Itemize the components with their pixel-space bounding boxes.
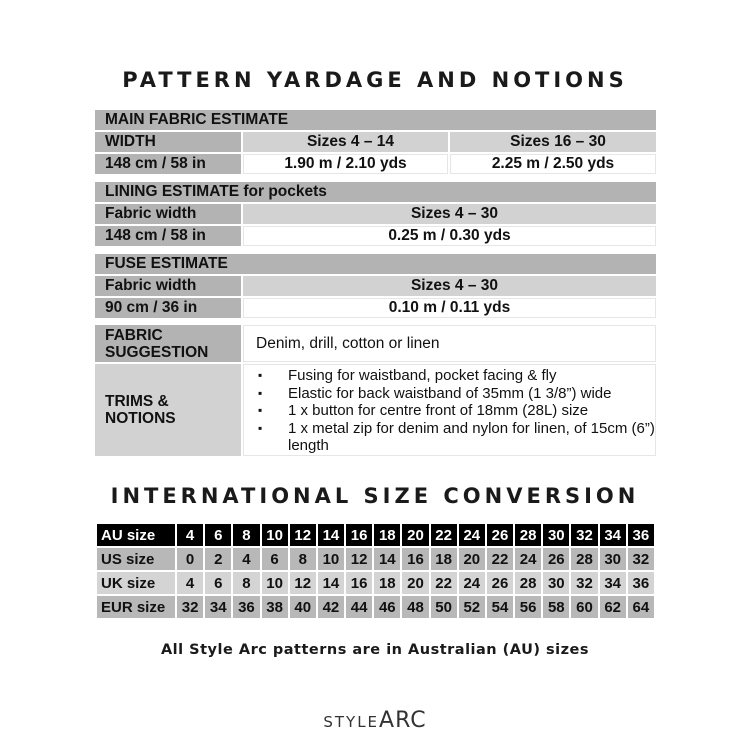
trims-item: ▪ Fusing for waistband, pocket facing & fly — [258, 367, 655, 385]
size-cell: 20 — [402, 572, 428, 594]
size-cell: 58 — [543, 596, 569, 618]
fabric-suggestion-label-line1: FABRIC — [105, 326, 163, 344]
size-row-label: US size — [97, 548, 175, 570]
fuse-yardage: 0.10 m / 0.11 yds — [243, 298, 656, 318]
size-conversion-table — [95, 522, 656, 620]
main-width-label: WIDTH — [95, 132, 241, 152]
main-yardage-b: 2.25 m / 2.50 yds — [450, 154, 656, 174]
lining-table — [95, 182, 656, 246]
size-cell: 34 — [600, 572, 626, 594]
size-cell: 64 — [628, 596, 654, 618]
size-cell: 56 — [515, 596, 541, 618]
size-cell: 22 — [487, 548, 513, 570]
size-cell: 52 — [459, 596, 485, 618]
size-cell: 46 — [374, 596, 400, 618]
lining-sizes: Sizes 4 – 30 — [243, 204, 656, 224]
size-cell: 30 — [600, 548, 626, 570]
size-cell: 36 — [628, 524, 654, 546]
size-row-label: EUR size — [97, 596, 175, 618]
size-cell: 48 — [402, 596, 428, 618]
trims-item: ▪ Elastic for back waistband of 35mm (1 3/8”) wide — [258, 385, 655, 403]
yardage-title: PATTERN YARDAGE AND NOTIONS — [122, 68, 628, 92]
lining-width-value: 148 cm / 58 in — [95, 226, 241, 246]
lining-yardage: 0.25 m / 0.30 yds — [243, 226, 656, 246]
size-cell: 44 — [346, 596, 372, 618]
size-cell: 26 — [543, 548, 569, 570]
size-cell: 30 — [543, 572, 569, 594]
size-cell: 6 — [205, 572, 231, 594]
main-sizes-b: Sizes 16 – 30 — [450, 132, 656, 152]
size-cell: 24 — [459, 572, 485, 594]
size-cell: 28 — [515, 572, 541, 594]
logo-part1: STYLE — [323, 713, 380, 731]
lining-header: LINING ESTIMATE for pockets — [95, 182, 656, 202]
fuse-width-label: Fabric width — [95, 276, 241, 296]
fuse-table — [95, 254, 656, 318]
footer-note: All Style Arc patterns are in Australian (AU) sizes — [160, 642, 590, 658]
size-cell: 10 — [318, 548, 344, 570]
fabric-suggestion-label-line2: SUGGESTION — [105, 343, 209, 361]
main-fabric-table — [95, 110, 656, 174]
size-cell: 8 — [233, 524, 259, 546]
size-cell: 20 — [402, 524, 428, 546]
size-cell: 16 — [402, 548, 428, 570]
size-cell: 42 — [318, 596, 344, 618]
trims-item: ▪ 1 x button for centre front of 18mm (28L) size — [258, 402, 655, 420]
size-row — [97, 596, 654, 618]
size-row — [97, 572, 654, 594]
size-cell: 4 — [233, 548, 259, 570]
size-cell: 14 — [318, 524, 344, 546]
size-cell: 12 — [346, 548, 372, 570]
trims-list — [243, 364, 656, 456]
size-cell: 14 — [374, 548, 400, 570]
main-sizes-a: Sizes 4 – 14 — [243, 132, 448, 152]
size-cell: 14 — [318, 572, 344, 594]
size-cell: 16 — [346, 524, 372, 546]
size-row-label: AU size — [97, 524, 175, 546]
size-cell: 18 — [374, 572, 400, 594]
main-width-value: 148 cm / 58 in — [95, 154, 241, 174]
size-cell: 18 — [374, 524, 400, 546]
fuse-width-value: 90 cm / 36 in — [95, 298, 241, 318]
size-cell: 6 — [262, 548, 288, 570]
size-cell: 10 — [262, 524, 288, 546]
size-cell: 22 — [431, 524, 457, 546]
lining-width-label: Fabric width — [95, 204, 241, 224]
size-cell: 30 — [543, 524, 569, 546]
size-cell: 26 — [487, 524, 513, 546]
size-cell: 36 — [628, 572, 654, 594]
size-cell: 34 — [205, 596, 231, 618]
fabric-suggestion-value: Denim, drill, cotton or linen — [243, 325, 656, 362]
size-cell: 50 — [431, 596, 457, 618]
size-cell: 24 — [459, 524, 485, 546]
size-cell: 32 — [177, 596, 203, 618]
size-row-label: UK size — [97, 572, 175, 594]
main-yardage-a: 1.90 m / 2.10 yds — [243, 154, 448, 174]
size-cell: 38 — [262, 596, 288, 618]
size-cell: 8 — [233, 572, 259, 594]
size-cell: 34 — [600, 524, 626, 546]
size-cell: 4 — [177, 524, 203, 546]
size-cell: 40 — [290, 596, 316, 618]
size-cell: 26 — [487, 572, 513, 594]
size-cell: 0 — [177, 548, 203, 570]
suggestion-table — [95, 325, 656, 456]
size-cell: 22 — [431, 572, 457, 594]
size-cell: 8 — [290, 548, 316, 570]
size-cell: 36 — [233, 596, 259, 618]
size-row — [97, 524, 654, 546]
size-cell: 18 — [431, 548, 457, 570]
size-row — [97, 548, 654, 570]
size-cell: 10 — [262, 572, 288, 594]
size-cell: 12 — [290, 572, 316, 594]
style-arc-logo — [0, 708, 750, 733]
fuse-header: FUSE ESTIMATE — [95, 254, 656, 274]
size-cell: 60 — [571, 596, 597, 618]
size-cell: 24 — [515, 548, 541, 570]
size-cell: 32 — [571, 572, 597, 594]
trims-label-line1: TRIMS & — [105, 393, 169, 410]
size-cell: 28 — [515, 524, 541, 546]
size-cell: 54 — [487, 596, 513, 618]
size-cell: 6 — [205, 524, 231, 546]
size-cell: 32 — [571, 524, 597, 546]
fuse-sizes: Sizes 4 – 30 — [243, 276, 656, 296]
size-cell: 28 — [571, 548, 597, 570]
size-cell: 32 — [628, 548, 654, 570]
logo-part2: ARC — [379, 708, 427, 733]
trims-label — [95, 364, 241, 456]
trims-item: ▪ 1 x metal zip for denim and nylon for linen, of 15cm (6”) length — [258, 420, 655, 455]
size-cell: 16 — [346, 572, 372, 594]
size-cell: 12 — [290, 524, 316, 546]
main-fabric-header: MAIN FABRIC ESTIMATE — [95, 110, 656, 130]
fabric-suggestion-label — [95, 325, 241, 362]
trims-label-line2: NOTIONS — [105, 410, 176, 427]
size-cell: 2 — [205, 548, 231, 570]
size-cell: 20 — [459, 548, 485, 570]
size-cell: 62 — [600, 596, 626, 618]
size-cell: 4 — [177, 572, 203, 594]
conversion-title: INTERNATIONAL SIZE CONVERSION — [110, 484, 640, 508]
